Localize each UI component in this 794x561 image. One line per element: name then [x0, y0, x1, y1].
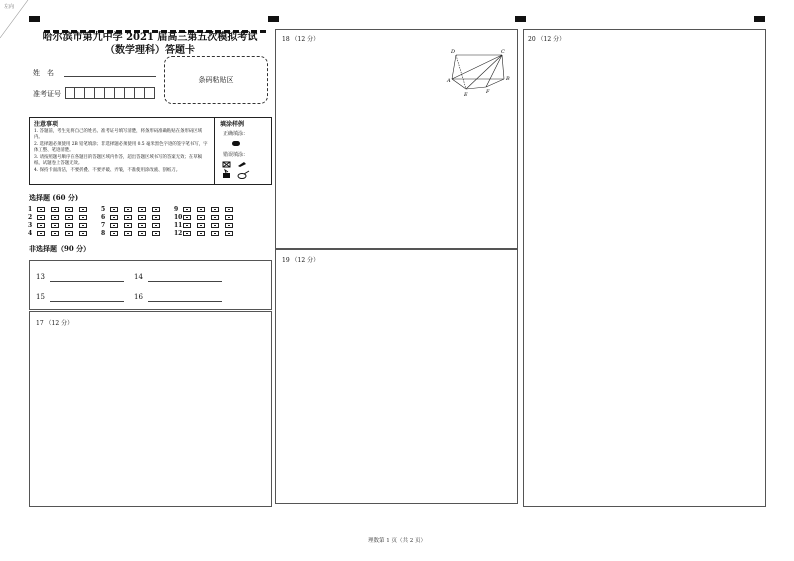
corner-label: 左向 — [4, 4, 15, 10]
mc-q9-option-a[interactable] — [183, 207, 191, 212]
notes-heading: 注意事项 — [34, 121, 59, 128]
q19-label: 19 （12 分） — [282, 257, 320, 264]
exam-id-label: 准考证号 — [33, 90, 61, 98]
fill-blank-box — [29, 260, 272, 310]
mc-q2-option-d[interactable] — [79, 215, 87, 220]
mc-q9-option-d[interactable] — [225, 207, 233, 212]
barcode-label: 条码粘贴区 — [198, 76, 234, 84]
fig-label-a: A — [447, 78, 451, 84]
mc-q6-option-b[interactable] — [124, 215, 132, 220]
timing-mark-3 — [515, 16, 526, 22]
mc-q3-option-b[interactable] — [51, 223, 59, 228]
name-field[interactable] — [64, 76, 156, 77]
mc-q2-option-a[interactable] — [37, 215, 45, 220]
timing-dashes — [44, 18, 269, 21]
mc-q1-option-b[interactable] — [51, 207, 59, 212]
q15-answer-line[interactable] — [50, 301, 124, 302]
mc-q9-option-b[interactable] — [197, 207, 205, 212]
mc-q3-option-d[interactable] — [79, 223, 87, 228]
mc-q11-option-d[interactable] — [225, 223, 233, 228]
q14-answer-line[interactable] — [148, 281, 222, 282]
corner-fold-line — [0, 0, 30, 40]
mc-q4-option-d[interactable] — [79, 231, 87, 236]
mc-q12-option-c[interactable] — [211, 231, 219, 236]
mc-q2-option-c[interactable] — [65, 215, 73, 220]
wrong-fill-icons — [222, 160, 252, 182]
q19-answer-box[interactable] — [275, 249, 518, 504]
mc-row-4: 4 8 12 — [28, 229, 247, 237]
q16-label: 16 — [134, 293, 143, 301]
q13-label: 13 — [36, 273, 45, 281]
mc-q8-option-d[interactable] — [152, 231, 160, 236]
mc-q5-option-b[interactable] — [124, 207, 132, 212]
mc-q10-option-d[interactable] — [225, 215, 233, 220]
mc-q11-option-a[interactable] — [183, 223, 191, 228]
mc-q10-option-b[interactable] — [197, 215, 205, 220]
mc-q6-option-d[interactable] — [152, 215, 160, 220]
mc-row-1: 1 5 9 — [28, 205, 247, 213]
mc-q8-option-b[interactable] — [124, 231, 132, 236]
exam-title: 哈尔滨市第九中学 2021 届高三第五次模拟考试 — [42, 32, 258, 43]
mc-q2-option-b[interactable] — [51, 215, 59, 220]
exam-id-boxes[interactable] — [65, 87, 155, 99]
notes-box — [29, 117, 272, 185]
non-choice-heading: 非选择题（90 分） — [29, 244, 91, 253]
fill-example-heading: 填涂样例 — [220, 121, 245, 128]
fig-label-f: F — [486, 89, 490, 95]
page-footer: 理数第 1 页（共 2 页） — [368, 538, 426, 544]
mc-q12-option-d[interactable] — [225, 231, 233, 236]
mc-heading: 选择题 (60 分) — [29, 193, 79, 202]
mc-q8-option-a[interactable] — [110, 231, 118, 236]
mc-q5-option-c[interactable] — [138, 207, 146, 212]
q20-answer-box[interactable] — [523, 29, 766, 507]
notes-item-2: 2. 选择题必须使用 2B 铅笔填涂；非选择题必须使用 0.5 毫米黑色字迹的签字笔书写，字体工整、笔迹清楚。 — [34, 142, 208, 153]
mc-q12-option-b[interactable] — [197, 231, 205, 236]
mc-q7-option-d[interactable] — [152, 223, 160, 228]
mc-q10-option-a[interactable] — [183, 215, 191, 220]
fig-label-e: E — [464, 92, 468, 97]
mc-q7-option-a[interactable] — [110, 223, 118, 228]
q15-label: 15 — [36, 293, 45, 301]
mc-q1-option-a[interactable] — [37, 207, 45, 212]
barcode-area — [164, 56, 268, 104]
q14-label: 14 — [134, 273, 143, 281]
q20-label: 20 （12 分） — [528, 36, 566, 43]
mc-q11-option-c[interactable] — [211, 223, 219, 228]
mc-q7-option-b[interactable] — [124, 223, 132, 228]
mc-q11-option-b[interactable] — [197, 223, 205, 228]
mc-q1-option-d[interactable] — [79, 207, 87, 212]
correct-fill-icon — [232, 141, 240, 146]
exam-subtitle: （数学理科）答题卡 — [105, 45, 195, 56]
mc-q4-option-a[interactable] — [37, 231, 45, 236]
mc-q6-option-c[interactable] — [138, 215, 146, 220]
fig-label-b: B — [506, 76, 510, 82]
mc-q5-option-d[interactable] — [152, 207, 160, 212]
notes-item-4: 4. 保持卡面清洁，不要折叠、不要弄破、弄皱，不准使用涂改液、刮纸刀。 — [34, 168, 181, 173]
q17-label: 17 （12 分） — [36, 320, 74, 327]
q18-label: 18 （12 分） — [282, 36, 320, 43]
mc-q1-option-c[interactable] — [65, 207, 73, 212]
notes-item-1: 1. 答题前，考生先将自己的姓名、准考证号填写清楚，将条形码准确粘贴在条形码区域内。 — [34, 129, 203, 140]
mc-row-2: 2 6 10 — [28, 213, 247, 221]
q16-answer-line[interactable] — [148, 301, 222, 302]
timing-mark-2 — [268, 16, 279, 22]
name-label: 姓 名 — [33, 69, 54, 77]
mc-q5-option-a[interactable] — [110, 207, 118, 212]
mc-q4-option-c[interactable] — [65, 231, 73, 236]
notes-item-3: 3. 请按照题号顺序在各题目的答题区域内作答，超出答题区域书写的答案无效；在草稿纸、试题卷上答题无效。 — [34, 155, 203, 166]
mc-q4-option-b[interactable] — [51, 231, 59, 236]
fig-label-c: C — [501, 49, 505, 55]
q17-answer-box[interactable] — [29, 311, 272, 507]
mc-q3-option-c[interactable] — [65, 223, 73, 228]
mc-q3-option-a[interactable] — [37, 223, 45, 228]
fig-label-d: D — [451, 49, 456, 55]
fill-correct-label: 正确填涂： — [223, 131, 249, 137]
timing-mark-4 — [754, 16, 765, 22]
mc-q7-option-c[interactable] — [138, 223, 146, 228]
mc-q9-option-c[interactable] — [211, 207, 219, 212]
mc-q8-option-c[interactable] — [138, 231, 146, 236]
q18-geometry-figure — [446, 45, 516, 97]
q18-answer-box[interactable] — [275, 29, 518, 249]
mc-q12-option-a[interactable] — [183, 231, 191, 236]
mc-q6-option-a[interactable] — [110, 215, 118, 220]
mc-q10-option-c[interactable] — [211, 215, 219, 220]
q13-answer-line[interactable] — [50, 281, 124, 282]
timing-mark-1 — [29, 16, 40, 22]
mc-row-3: 3 7 11 — [28, 221, 247, 229]
fill-wrong-label: 错误填涂： — [223, 152, 249, 158]
